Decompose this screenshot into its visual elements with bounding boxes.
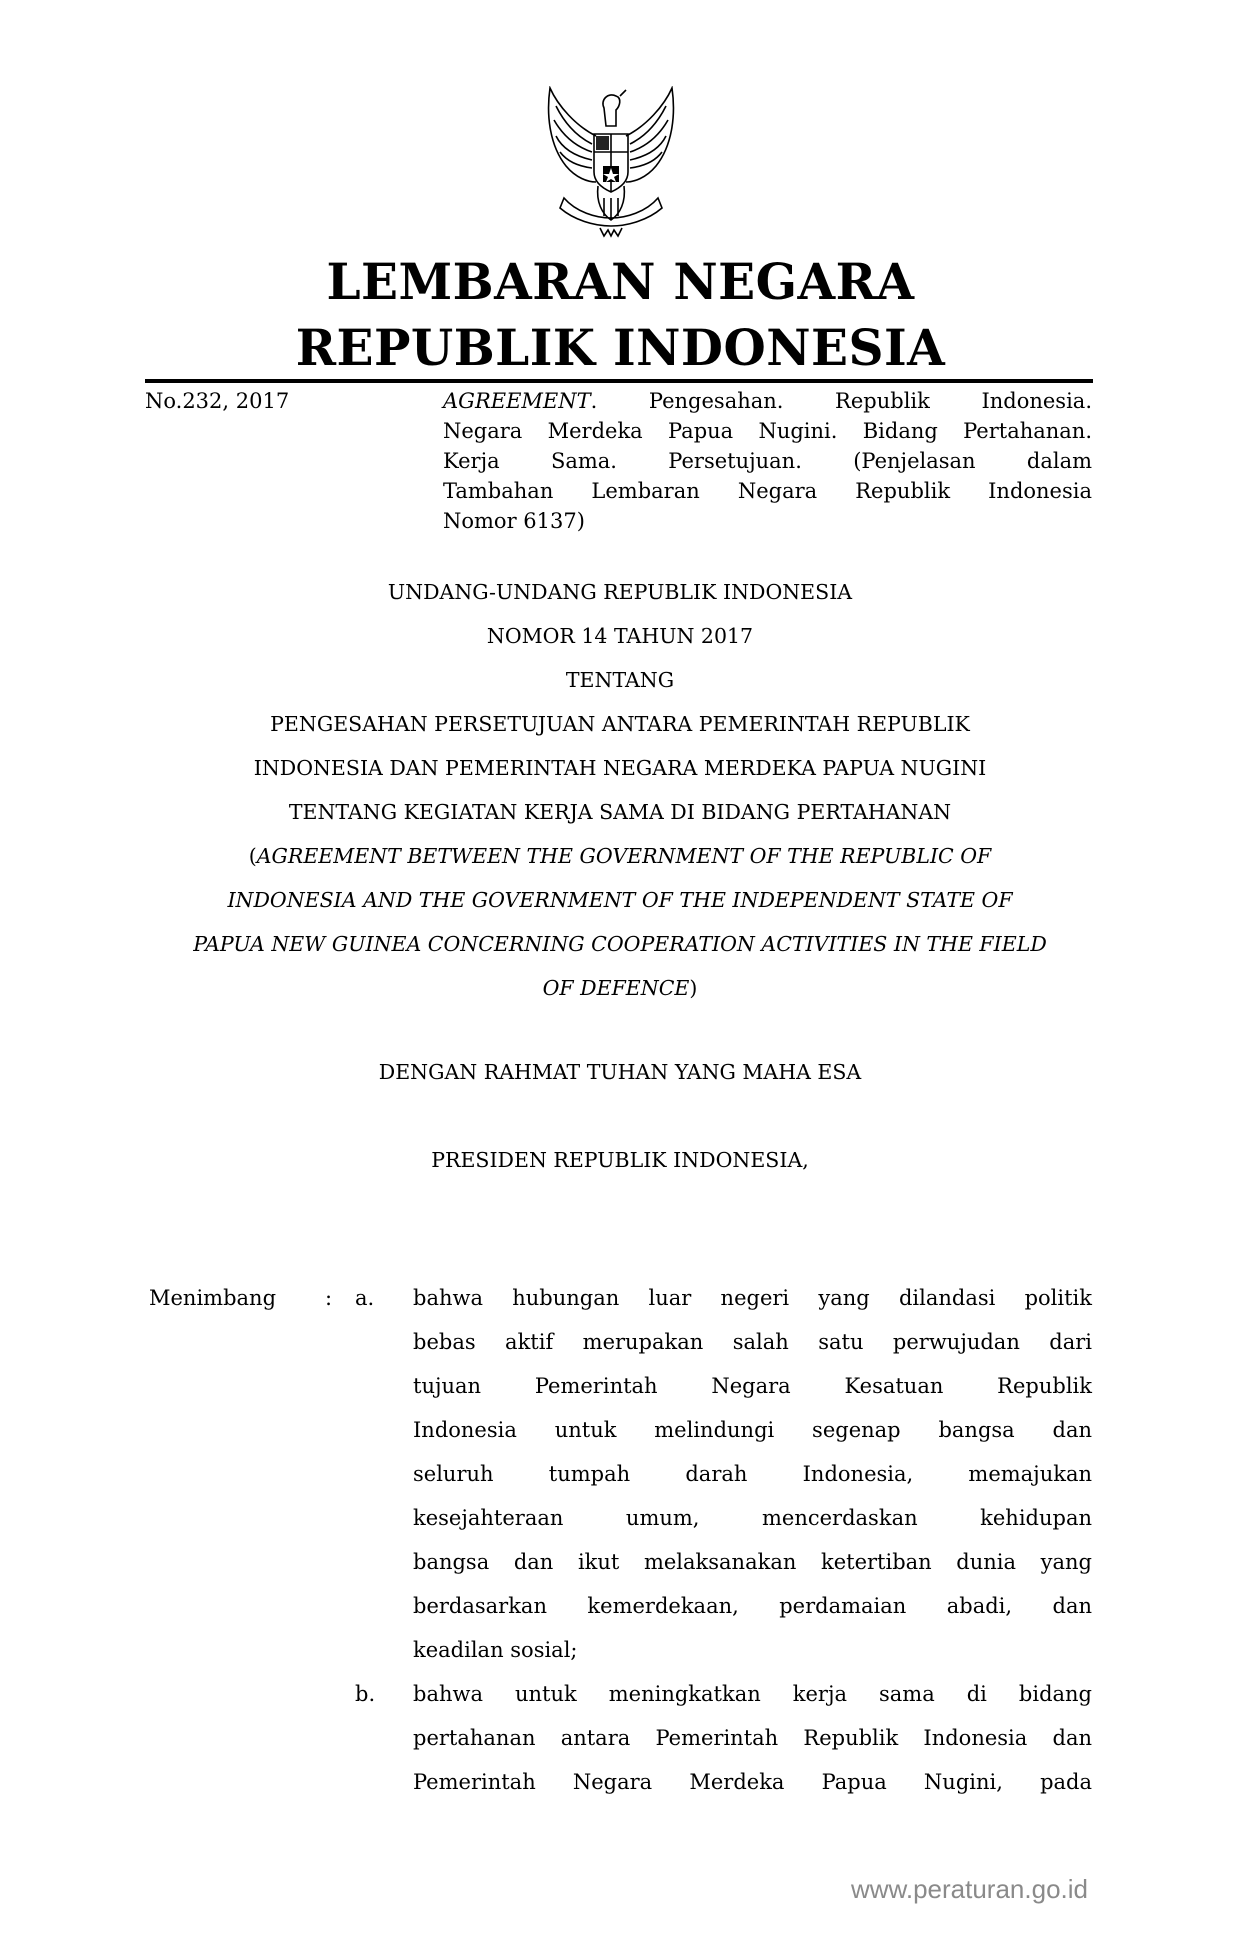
item-line: Indonesia untuk melindungi segenap bangsa dan	[413, 1418, 1092, 1442]
summary-text: . Pengesahan. Republik Indonesia.	[590, 389, 1092, 413]
item-line: berdasarkan kemerdekaan, perdamaian abadi, dan	[413, 1594, 1092, 1618]
item-letter: b.	[355, 1682, 376, 1706]
summary-line	[443, 386, 1092, 416]
english-title-text: OF DEFENCE	[542, 976, 690, 1000]
item-line: Pemerintah Negara Merdeka Papua Nugini, pada	[413, 1770, 1092, 1794]
item-line: bebas aktif merupakan salah satu perwujudan dari	[413, 1330, 1092, 1354]
item-line: keadilan sosial;	[413, 1638, 578, 1662]
english-title-line: PAPUA NEW GUINEA CONCERNING COOPERATION ACTIVITIES IN THE FIELD	[193, 932, 1047, 956]
considering-label: Menimbang	[149, 1286, 277, 1310]
president-heading: PRESIDEN REPUBLIK INDONESIA,	[431, 1148, 809, 1172]
summary-line: Kerja Sama. Persetujuan. (Penjelasan dalam	[443, 449, 1092, 473]
item-line: bangsa dan ikut melaksanakan ketertiban dunia yang	[413, 1550, 1092, 1574]
law-heading: TENTANG KEGIATAN KERJA SAMA DI BIDANG PERTAHANAN	[288, 800, 952, 824]
item-line: bahwa hubungan luar negeri yang dilandasi politik	[413, 1286, 1092, 1310]
item-line: seluruh tumpah darah Indonesia, memajukan	[413, 1462, 1092, 1486]
english-title-line	[130, 966, 1110, 1010]
law-heading: TENTANG	[565, 668, 675, 692]
item-line: kesejahteraan umum, mencerdaskan kehidupan	[413, 1506, 1092, 1530]
english-title-line	[130, 834, 1110, 878]
considering-item-b	[413, 1672, 1092, 1804]
gazette-title-line1: LEMBARAN NEGARA	[326, 252, 915, 311]
summary-line: Nomor 6137)	[443, 509, 585, 533]
gazette-title-line2: REPUBLIK INDONESIA	[295, 318, 946, 377]
law-title-block	[130, 570, 1110, 1010]
law-heading: INDONESIA DAN PEMERINTAH NEGARA MERDEKA PAPUA NUGINI	[253, 756, 987, 780]
law-number: NOMOR 14 TAHUN 2017	[486, 624, 754, 648]
garuda-emblem-icon	[536, 86, 686, 238]
paren-open: (	[248, 844, 257, 868]
invocation: DENGAN RAHMAT TUHAN YANG MAHA ESA	[378, 1060, 862, 1084]
gazette-summary	[443, 386, 1092, 536]
item-line: tujuan Pemerintah Negara Kesatuan Republik	[413, 1374, 1092, 1398]
summary-line: Negara Merdeka Papua Nugini. Bidang Pertahanan.	[443, 419, 1092, 443]
law-heading: UNDANG-UNDANG REPUBLIK INDONESIA	[387, 580, 853, 604]
header-rule	[145, 379, 1093, 383]
english-title-text: AGREEMENT BETWEEN THE GOVERNMENT OF THE REPUBLIC OF	[256, 844, 992, 868]
gazette-number: No.232, 2017	[145, 389, 290, 413]
item-letter: a.	[355, 1286, 375, 1310]
item-line: bahwa untuk meningkatkan kerja sama di bidang	[413, 1682, 1092, 1706]
considering-colon: :	[325, 1286, 333, 1310]
footer-website-link[interactable]: www.peraturan.go.id	[850, 1874, 1088, 1904]
english-title-line: INDONESIA AND THE GOVERNMENT OF THE INDEPENDENT STATE OF	[227, 888, 1013, 912]
paren-close: )	[689, 976, 698, 1000]
item-line: pertahanan antara Pemerintah Republik Indonesia dan	[413, 1726, 1092, 1750]
summary-italic-term: AGREEMENT	[443, 389, 591, 413]
summary-line: Tambahan Lembaran Negara Republik Indonesia	[443, 479, 1092, 503]
law-heading: PENGESAHAN PERSETUJUAN ANTARA PEMERINTAH REPUBLIK	[270, 712, 970, 736]
considering-item-a	[413, 1276, 1092, 1672]
